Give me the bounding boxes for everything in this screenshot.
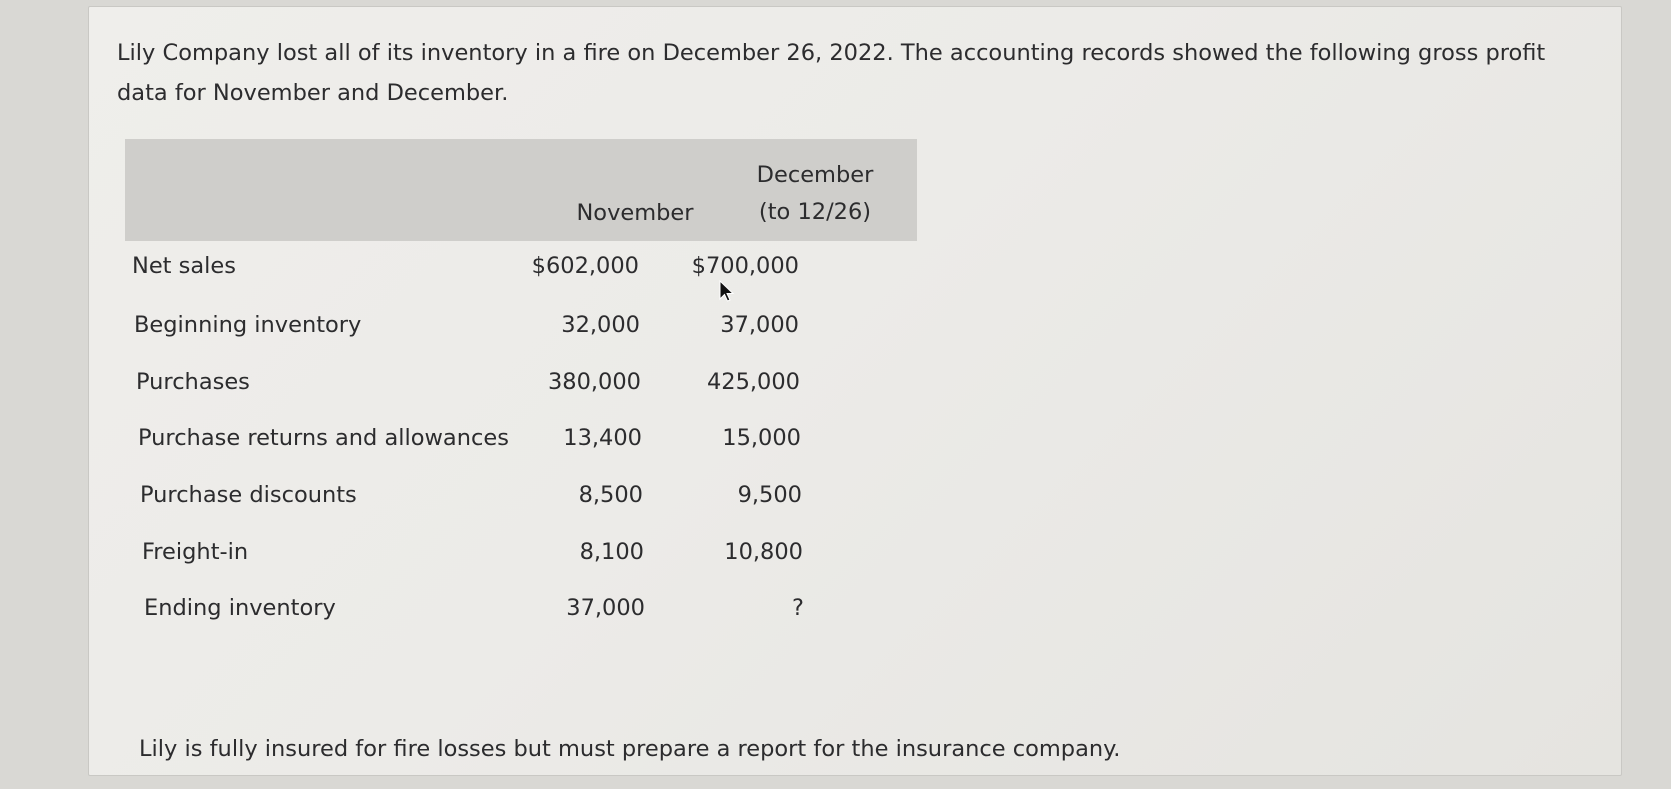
column-header-december-title: December <box>756 162 874 188</box>
value-november-purchases: 380,000 <box>547 369 641 395</box>
intro-paragraph: Lily Company lost all of its inventory in a fire on December 26, 2022. The accounting records showed the following gross profit data for November and December. <box>117 40 1546 106</box>
column-header-december-subtitle: (to 12/26) <box>758 199 872 225</box>
column-header-november: November <box>576 200 694 226</box>
value-december-purchase-discounts: 9,500 <box>737 482 802 508</box>
column-header-december <box>725 157 905 231</box>
row-label-purchase-discounts: Purchase discounts <box>140 482 357 508</box>
value-november-beginning-inventory: 32,000 <box>561 312 640 338</box>
value-november-freight-in: 8,100 <box>579 539 644 565</box>
row-label-purchases: Purchases <box>136 369 250 395</box>
table-row <box>89 534 989 570</box>
row-label-net-sales: Net sales <box>132 253 236 279</box>
footer-note: Lily is fully insured for fire losses but must prepare a report for the insurance company. <box>139 736 1121 762</box>
value-november-purchase-returns: 13,400 <box>563 425 642 451</box>
row-label-freight-in: Freight-in <box>142 539 249 565</box>
table-row <box>89 477 989 513</box>
value-december-beginning-inventory: 37,000 <box>720 312 799 338</box>
table-row <box>89 248 989 284</box>
value-december-net-sales: $700,000 <box>691 253 799 279</box>
row-label-purchase-returns: Purchase returns and allowances <box>138 425 509 451</box>
row-label-ending-inventory: Ending inventory <box>144 595 336 621</box>
value-december-purchase-returns: 15,000 <box>722 425 801 451</box>
value-december-purchases: 425,000 <box>706 369 800 395</box>
value-november-net-sales: $602,000 <box>531 253 639 279</box>
table-header <box>125 139 917 241</box>
table-row <box>89 590 989 626</box>
table-row <box>89 307 989 343</box>
value-november-ending-inventory: 37,000 <box>566 595 645 621</box>
value-december-ending-inventory: ? <box>792 595 804 621</box>
mouse-pointer-icon <box>716 279 736 303</box>
value-november-purchase-discounts: 8,500 <box>578 482 643 508</box>
table-row <box>89 420 989 456</box>
problem-page <box>88 6 1622 776</box>
table-row <box>89 364 989 400</box>
row-label-beginning-inventory: Beginning inventory <box>134 312 362 338</box>
value-december-freight-in: 10,800 <box>724 539 803 565</box>
